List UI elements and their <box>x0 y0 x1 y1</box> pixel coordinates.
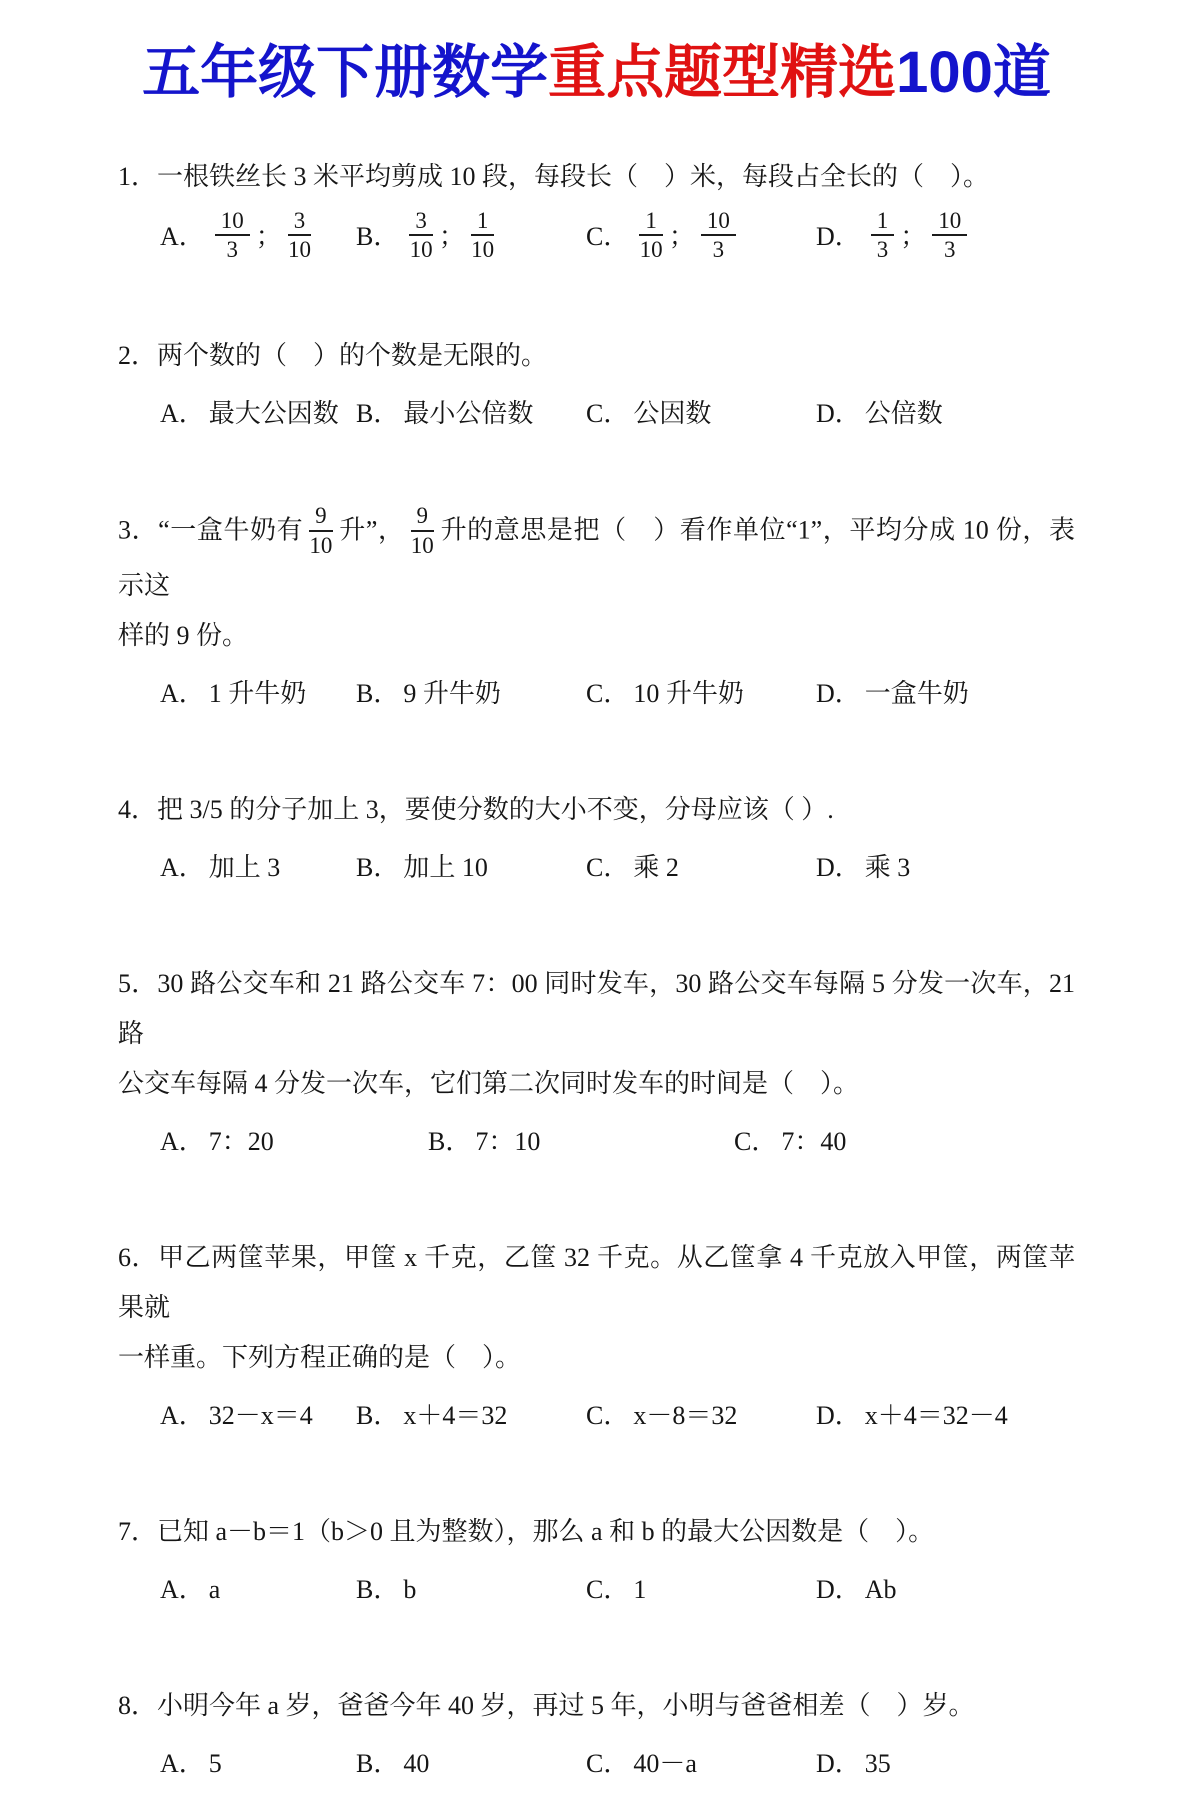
option-text: 32－x＝4 <box>208 1400 313 1430</box>
option-label: C． <box>586 1400 630 1430</box>
option-d <box>816 389 1075 439</box>
title-segment-blue-2: 100道 <box>896 40 1051 105</box>
question-8-options <box>118 1739 1075 1789</box>
option-b <box>356 207 586 266</box>
question-2 <box>118 331 1075 439</box>
fraction <box>288 208 312 264</box>
option-text: b <box>403 1574 417 1604</box>
option-text: 乘 3 <box>864 852 911 882</box>
option-label: A． <box>160 1400 205 1430</box>
option-b <box>356 669 586 719</box>
question-3-options <box>118 669 1075 719</box>
question-text-line-2: 公交车每隔 4 分发一次车，它们第二次同时发车的时间是（ ）。 <box>118 1068 860 1098</box>
option-text: x＋4＝32 <box>403 1400 508 1430</box>
option-text: Ab <box>864 1574 897 1604</box>
option-a <box>160 207 356 266</box>
option-text: 最小公倍数 <box>403 399 534 429</box>
fraction-denominator: 10 <box>409 237 433 263</box>
question-8 <box>118 1681 1075 1789</box>
title-segment-red: 重点题型精选 <box>548 40 897 105</box>
question-text: 4．把 3/5 的分子加上 3，要使分数的大小不变，分母应该（ ）. <box>118 794 834 824</box>
question-text-line-1: 6．甲乙两筐苹果，甲筐 x 千克，乙筐 32 千克。从乙筐拿 4 千克放入甲筐，两筐苹果就 <box>118 1242 1075 1322</box>
option-c <box>586 669 816 719</box>
option-label: A． <box>160 678 205 708</box>
option-label: B． <box>356 1400 400 1430</box>
fraction-numerator: 9 <box>309 503 333 532</box>
option-a <box>160 389 356 439</box>
option-text: a <box>208 1574 221 1604</box>
fraction-numerator: 1 <box>639 208 663 237</box>
text-segment: 升的意思是把（ ）看作单位“1”，平均分成 10 份，表示这 <box>118 515 1075 600</box>
option-label: A． <box>160 399 205 429</box>
fraction-numerator: 10 <box>701 208 736 237</box>
fraction <box>215 208 250 264</box>
option-b <box>356 843 586 893</box>
title-segment-blue-1: 五年级下册数学 <box>142 40 549 105</box>
option-text: x－8＝32 <box>633 1400 738 1430</box>
option-c <box>586 1391 816 1441</box>
fraction-numerator: 3 <box>288 208 312 237</box>
question-text-line-2: 样的 9 份。 <box>118 620 249 650</box>
option-text: 加上 3 <box>208 852 281 882</box>
option-label: C． <box>586 1748 630 1778</box>
fraction-denominator: 10 <box>471 237 495 263</box>
option-label: C． <box>586 852 630 882</box>
fraction-denominator: 3 <box>944 237 956 263</box>
option-label: A． <box>160 1748 205 1778</box>
option-text: 一盒牛奶 <box>864 678 969 708</box>
fraction-denominator: 10 <box>288 237 312 263</box>
question-text: 2．两个数的（ ）的个数是无限的。 <box>118 341 548 371</box>
option-text: x＋4＝32－4 <box>864 1400 1008 1430</box>
option-label: C． <box>586 222 630 252</box>
question-6-options <box>118 1391 1075 1441</box>
option-c <box>586 207 816 266</box>
option-d <box>816 1565 1075 1615</box>
text-segment: “一盒牛奶有 <box>158 515 304 545</box>
option-label: D． <box>816 1574 861 1604</box>
option-d <box>816 1391 1075 1441</box>
fraction-denominator: 3 <box>712 237 725 263</box>
question-7 <box>118 1507 1075 1615</box>
option-text: 7：10 <box>475 1126 541 1156</box>
fraction <box>471 208 495 264</box>
fraction-denominator: 3 <box>226 237 239 263</box>
option-b <box>356 1565 586 1615</box>
option-d <box>816 843 1075 893</box>
fraction <box>639 208 663 264</box>
question-5 <box>118 959 1075 1167</box>
question-5-options <box>118 1117 1075 1167</box>
fraction <box>871 208 895 264</box>
option-label: D． <box>816 222 861 252</box>
option-a <box>160 1117 428 1167</box>
option-d <box>816 1739 1075 1789</box>
fraction-denominator: 10 <box>639 237 663 263</box>
question-2-options <box>118 389 1075 439</box>
question-text-line-2: 一样重。下列方程正确的是（ ）。 <box>118 1342 522 1372</box>
option-label: A． <box>160 852 205 882</box>
fraction <box>932 208 967 264</box>
option-label: A． <box>160 1126 205 1156</box>
option-label: C． <box>586 1574 630 1604</box>
option-text: 35 <box>864 1748 891 1778</box>
option-label: C． <box>586 678 630 708</box>
option-text: 公倍数 <box>864 399 943 429</box>
option-a <box>160 1565 356 1615</box>
fraction <box>409 208 433 264</box>
option-label: B． <box>356 399 400 429</box>
option-text: 1 升牛奶 <box>208 678 307 708</box>
option-d <box>816 669 1075 719</box>
separator: ； <box>668 222 695 252</box>
option-text: 7：40 <box>781 1126 847 1156</box>
question-6 <box>118 1233 1075 1441</box>
question-4 <box>118 785 1075 893</box>
option-text: 加上 10 <box>403 852 488 882</box>
option-a <box>160 1739 356 1789</box>
fraction-numerator: 9 <box>411 503 435 532</box>
option-b <box>356 1739 586 1789</box>
question-1-options <box>118 207 1075 266</box>
option-c <box>586 843 816 893</box>
option-label: D． <box>816 1400 861 1430</box>
question-number: 3． <box>118 515 159 545</box>
option-c <box>734 1117 1075 1167</box>
fraction <box>411 503 435 559</box>
question-text: 7．已知 a－b＝1（b＞0 且为整数），那么 a 和 b 的最大公因数是（ ）。 <box>118 1516 935 1546</box>
option-label: D． <box>816 399 861 429</box>
separator: ； <box>438 222 465 252</box>
question-text: 8．小明今年 a 岁，爸爸今年 40 岁，再过 5 年，小明与爸爸相差（ ）岁。 <box>118 1690 975 1720</box>
option-text: 1 <box>633 1574 647 1604</box>
option-label: D． <box>816 852 861 882</box>
fraction-numerator: 1 <box>471 208 495 237</box>
option-c <box>586 389 816 439</box>
option-text: 乘 2 <box>633 852 679 882</box>
option-label: B． <box>356 1574 400 1604</box>
question-1 <box>118 152 1075 266</box>
question-text-line-1 <box>118 505 1075 611</box>
option-label: B． <box>356 852 400 882</box>
option-label: C． <box>734 1126 778 1156</box>
separator: ； <box>255 222 282 252</box>
option-b <box>356 389 586 439</box>
option-c <box>586 1565 816 1615</box>
option-c <box>586 1739 816 1789</box>
fraction-denominator: 10 <box>309 532 333 558</box>
question-3 <box>118 505 1075 719</box>
option-b <box>428 1117 734 1167</box>
fraction <box>309 503 333 559</box>
separator: ； <box>900 222 927 252</box>
option-d <box>816 207 1075 266</box>
option-label: D． <box>816 1748 861 1778</box>
option-label: D． <box>816 678 861 708</box>
question-7-options <box>118 1565 1075 1615</box>
option-a <box>160 1391 356 1441</box>
question-text: 1．一根铁丝长 3 米平均剪成 10 段，每段长（ ）米，每段占全长的（ ）。 <box>118 161 990 191</box>
question-4-options <box>118 843 1075 893</box>
option-label: B． <box>428 1126 472 1156</box>
option-label: C． <box>586 399 630 429</box>
option-text: 40－a <box>633 1748 697 1778</box>
option-label: A． <box>160 222 205 252</box>
fraction-denominator: 3 <box>876 237 889 263</box>
option-a <box>160 669 356 719</box>
option-text: 10 升牛奶 <box>633 678 744 708</box>
question-text-line-1: 5．30 路公交车和 21 路公交车 7：00 同时发车，30 路公交车每隔 5 分发一次车，21 路 <box>118 968 1075 1048</box>
option-label: B． <box>356 1748 400 1778</box>
fraction-numerator: 10 <box>932 208 967 237</box>
fraction <box>701 208 736 264</box>
fraction-numerator: 3 <box>409 208 433 237</box>
option-label: B． <box>356 678 400 708</box>
fraction-numerator: 1 <box>871 208 895 237</box>
option-text: 40 <box>403 1748 430 1778</box>
option-label: B． <box>356 222 400 252</box>
option-text: 7：20 <box>208 1126 274 1156</box>
option-text: 公因数 <box>633 399 712 429</box>
option-text: 9 升牛奶 <box>403 678 501 708</box>
page-title <box>118 38 1075 108</box>
option-label: A． <box>160 1574 205 1604</box>
option-b <box>356 1391 586 1441</box>
option-text: 最大公因数 <box>208 399 339 429</box>
option-a <box>160 843 356 893</box>
fraction-numerator: 10 <box>215 208 250 237</box>
fraction-denominator: 10 <box>410 532 434 558</box>
text-segment: 升”， <box>338 515 405 545</box>
option-text: 5 <box>208 1748 222 1778</box>
